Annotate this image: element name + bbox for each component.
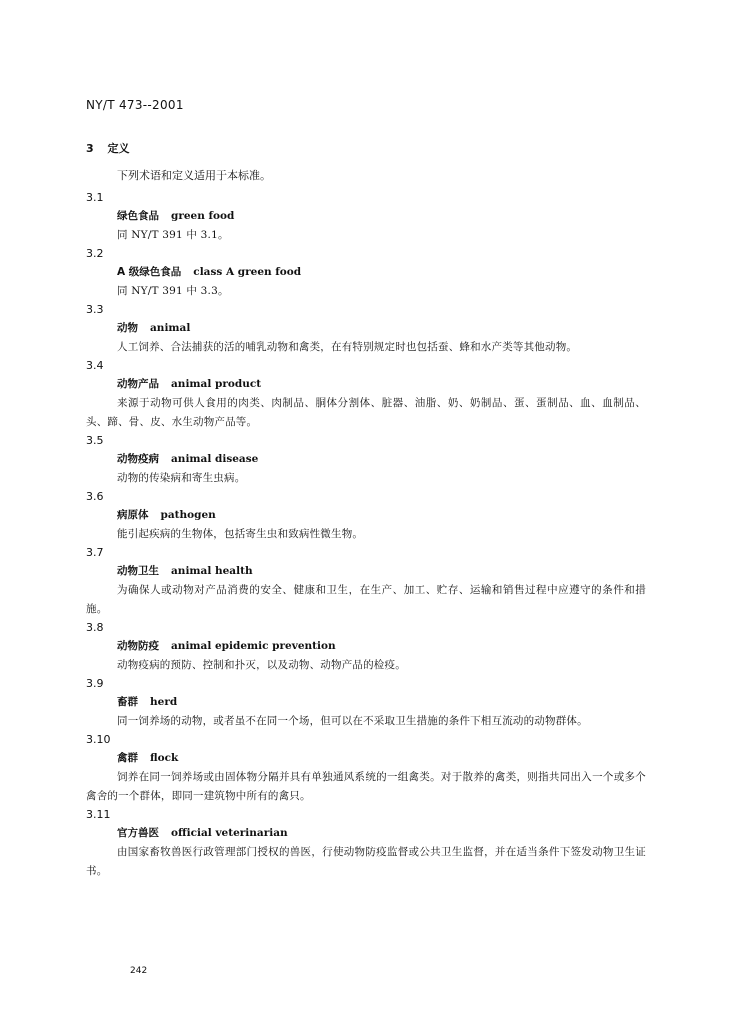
term-chinese: 动物产品 [117,378,159,390]
standard-code-header: NY/T 473--2001 [86,98,184,112]
term-entry [86,619,646,675]
term-chinese: 禽群 [117,752,138,764]
term-entry [86,675,646,731]
term-entry [86,806,646,881]
term-chinese: 动物 [117,322,138,334]
term-chinese: 动物防疫 [117,640,159,652]
term-english: animal epidemic prevention [171,640,336,652]
term-name [86,375,646,394]
term-name [86,506,646,525]
term-number: 3.1 [86,191,104,204]
term-number: 3.4 [86,359,104,372]
term-name [86,562,646,581]
term-english: herd [150,696,178,708]
term-number: 3.6 [86,490,104,503]
term-name [86,637,646,656]
term-definition: 为确保人或动物对产品消费的安全、健康和卫生，在生产、加工、贮存、运输和销售过程中应遵守的条件和措施。 [86,584,646,615]
term-chinese: 病原体 [117,509,149,521]
term-entry [86,488,646,544]
term-definition: 来源于动物可供人食用的肉类、肉制品、胴体分割体、脏器、油脂、奶、奶制品、蛋、蛋制品、血、血制品、头、蹄、骨、皮、水生动物产品等。 [86,397,646,428]
term-name [86,824,646,843]
term-number: 3.3 [86,303,104,316]
term-number: 3.11 [86,808,111,821]
term-name [86,207,646,226]
term-english: animal disease [171,453,259,465]
term-name [86,450,646,469]
term-number: 3.5 [86,434,104,447]
term-entry [86,544,646,619]
term-entry [86,245,646,301]
section-number: 3 [86,142,94,155]
term-english: animal health [171,565,253,577]
term-definition: 同 NY/T 391 中 3.1。 [117,229,229,241]
term-english: official veterinarian [171,827,288,839]
term-definition: 人工饲养、合法捕获的活的哺乳动物和禽类，在有特别规定时也包括蚕、蜂和水产类等其他动物。 [117,341,578,353]
term-number: 3.2 [86,247,104,260]
term-number: 3.8 [86,621,104,634]
term-number: 3.7 [86,546,104,559]
section-heading [86,140,130,156]
term-name [86,319,646,338]
term-definition: 由国家畜牧兽医行政管理部门授权的兽医，行使动物防疫监督或公共卫生监督，并在适当条件下签发动物卫生证书。 [86,846,646,877]
term-english: green food [171,210,235,222]
term-number: 3.9 [86,677,104,690]
term-number: 3.10 [86,733,111,746]
term-definition: 饲养在同一饲养场或由固体物分隔并具有单独通风系统的一组禽类。对于散养的禽类，则指共同出入一个或多个禽舍的一个群体，即同一建筑物中所有的禽只。 [86,771,646,802]
term-name [86,749,646,768]
term-definition: 同 NY/T 391 中 3.3。 [117,285,229,297]
term-entry [86,357,646,432]
term-definition: 能引起疾病的生物体，包括寄生虫和致病性微生物。 [117,528,364,540]
term-chinese: 官方兽医 [117,827,159,839]
term-english: animal product [171,378,262,390]
term-english: animal [150,322,191,334]
term-entry [86,189,646,245]
section-title: 定义 [107,142,130,155]
term-chinese: 畜群 [117,696,138,708]
term-definition: 同一饲养场的动物，或者虽不在同一个场，但可以在不采取卫生措施的条件下相互流动的动物群体。 [117,715,588,727]
term-chinese: 绿色食品 [117,210,159,222]
term-name [86,693,646,712]
term-chinese: A 级绿色食品 [117,266,182,278]
term-definition: 动物的传染病和寄生虫病。 [117,472,246,484]
term-name [86,263,646,282]
term-entry [86,432,646,488]
section-intro: 下列术语和定义适用于本标准。 [117,169,271,182]
term-english: flock [150,752,179,764]
page-number: 242 [130,966,148,976]
term-chinese: 动物卫生 [117,565,159,577]
term-entry [86,301,646,357]
term-definition: 动物疫病的预防、控制和扑灭，以及动物、动物产品的检疫。 [117,659,406,671]
term-chinese: 动物疫病 [117,453,159,465]
terms-list [86,189,646,881]
term-english: pathogen [160,509,216,521]
term-english: class A green food [193,266,302,278]
term-entry [86,731,646,806]
